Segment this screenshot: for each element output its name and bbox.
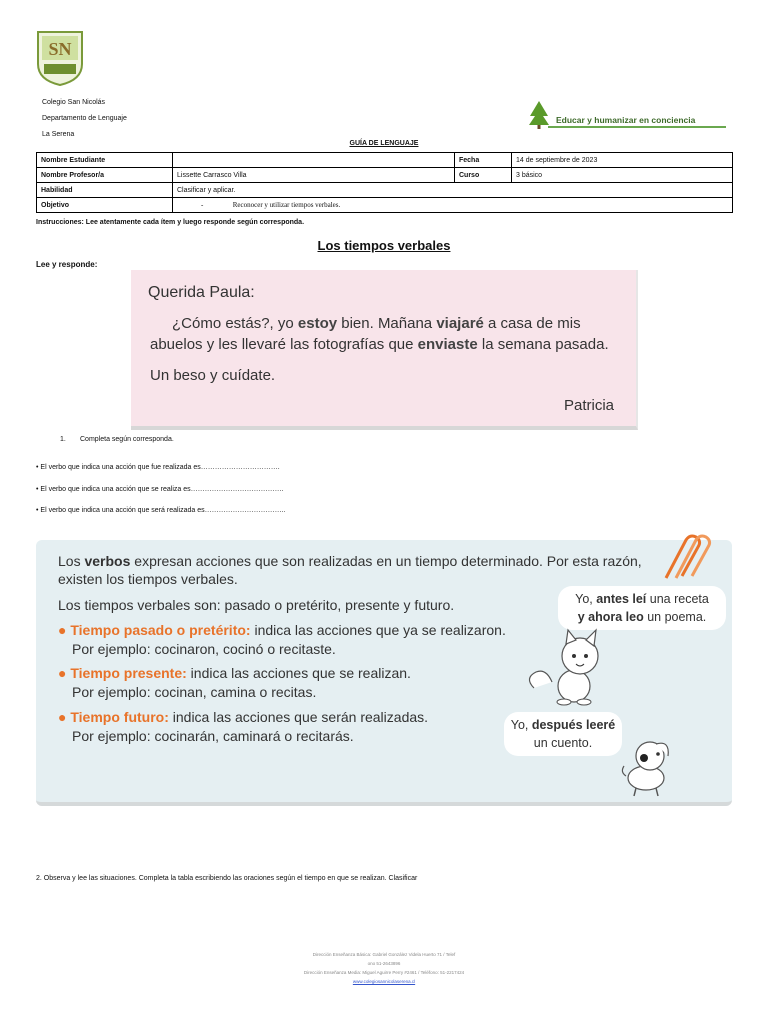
- tense-item: [58, 664, 411, 683]
- teacher-label: Nombre Profesor/a: [37, 168, 173, 183]
- letter-text: la semana pasada.: [477, 336, 609, 353]
- bubble-bold: después leeré: [531, 718, 616, 732]
- course-label: Curso: [455, 168, 512, 183]
- info-intro: [58, 552, 642, 571]
- objective-value: Reconocer y utilizar tiempos verbales.: [232, 201, 341, 209]
- letter-text: a casa de mis abuelos y les llevaré las fotografías que: [150, 315, 581, 353]
- skill-value: Clasificar y aplicar.: [173, 183, 733, 198]
- activity1-number: 1.: [60, 436, 66, 443]
- bubble-bold: y ahora leo: [577, 610, 644, 624]
- activity2-prompt: 2. Observa y lee las situaciones. Completa la tabla escribiendo las oraciones según el tiempo en que se realizan. Clasificar: [36, 875, 418, 882]
- verb-highlight: enviaste: [417, 336, 478, 353]
- student-label: Nombre Estudiante: [37, 153, 173, 168]
- tense-term: Tiempo futuro:: [70, 709, 169, 725]
- letter-text: ¿Cómo estás?, yo: [172, 315, 298, 332]
- table-row: [37, 198, 733, 213]
- paperclip-icon: [652, 532, 716, 587]
- bullet-icon: ●: [58, 665, 67, 681]
- letter-body: [150, 313, 620, 355]
- tense-desc: indica las acciones que ya se realizaron.: [250, 622, 506, 638]
- tense-example: Por ejemplo: cocinaron, cocinó o recitaste.: [72, 641, 336, 657]
- student-field[interactable]: [173, 153, 455, 168]
- dog-illustration-icon: [616, 736, 682, 805]
- skill-label: Habilidad: [37, 183, 173, 198]
- tense-term: Tiempo presente:: [70, 665, 187, 681]
- footer: [0, 950, 768, 986]
- section-title: Los tiempos verbales: [317, 238, 451, 253]
- bubble-text: un poema.: [643, 610, 707, 624]
- bullet-icon: ●: [58, 622, 67, 638]
- objective-label: Objetivo: [37, 198, 173, 213]
- letter-signature: Patricia: [564, 397, 615, 414]
- school-name: Colegio San Nicolás: [42, 99, 106, 106]
- info-types-line: Los tiempos verbales son: pasado o pretérito, presente y futuro.: [58, 597, 455, 613]
- info-bold: verbos: [84, 553, 131, 569]
- date-label: Fecha: [455, 153, 512, 168]
- tense-item: [58, 708, 428, 727]
- table-row: [37, 153, 733, 168]
- footer-line: ono 51-2643896: [367, 961, 401, 966]
- guide-title: GUÍA DE LENGUAJE: [349, 140, 419, 147]
- bubble-text: Yo,: [575, 592, 597, 606]
- logo-letters: SN: [48, 39, 72, 59]
- letter-greeting: Querida Paula:: [148, 284, 255, 301]
- footer-line: Dirección Enseñanza Media: Miguel Aguirre Perry #2461 / Teléfono: 51-2217424: [303, 970, 465, 975]
- bubble-text: una receta: [646, 592, 709, 606]
- course-value: 3 básico: [512, 168, 733, 183]
- tense-term: Tiempo pasado o pretérito:: [70, 622, 251, 638]
- objective-dash: -: [201, 201, 204, 209]
- letter-closing: Un beso y cuídate.: [150, 367, 276, 384]
- tense-desc: indica las acciones que se realizan.: [186, 665, 411, 681]
- info-table: [36, 152, 733, 213]
- answer-line[interactable]: • El verbo que indica una acción que se realiza es………………………………….: [36, 486, 284, 493]
- answer-line[interactable]: • El verbo que indica una acción que será realizada es……………………………..: [36, 507, 286, 514]
- bubble-text: un cuento.: [533, 736, 593, 750]
- verb-highlight: estoy: [297, 315, 338, 332]
- info-intro-line2: existen los tiempos verbales.: [58, 571, 238, 587]
- tense-item: [58, 621, 506, 640]
- footer-line: Dirección Enseñanza Básica: Gabriel González Videla Huerto 71 / Telef: [312, 952, 456, 957]
- info-text: expresan acciones que son realizadas en un tiempo determinado. Por esta razón,: [130, 553, 642, 569]
- read-label: Lee y responde:: [36, 260, 98, 269]
- instructions: Instrucciones: Lee atentamente cada ítem y luego responde según corresponda.: [36, 219, 305, 226]
- tense-example: Por ejemplo: cocinan, camina o recitas.: [72, 684, 317, 700]
- table-row: [37, 183, 733, 198]
- answer-line[interactable]: • El verbo que indica una acción que fue realizada es…………………………….: [36, 464, 280, 471]
- bullet-icon: ●: [58, 709, 67, 725]
- bubble-text: Yo,: [510, 718, 532, 732]
- objective-cell: [173, 198, 733, 213]
- school-logo: [36, 30, 84, 86]
- bubble-bold: antes leí: [596, 592, 647, 606]
- table-row: [37, 168, 733, 183]
- verb-highlight: viajaré: [436, 315, 484, 332]
- city-name: La Serena: [42, 131, 75, 138]
- cat-illustration-icon: [524, 628, 614, 713]
- letter-text: bien. Mañana: [337, 315, 437, 332]
- department-name: Departamento de Lenguaje: [42, 115, 127, 122]
- date-value: 14 de septiembre de 2023: [512, 153, 733, 168]
- speech-bubble: [558, 586, 726, 630]
- teacher-value: Lissette Carrasco Villa: [173, 168, 455, 183]
- school-info: [42, 95, 127, 143]
- tense-example: Por ejemplo: cocinarán, caminará o recitarás.: [72, 728, 354, 744]
- motto-text: Educar y humanizar en conciencia: [556, 115, 696, 125]
- website-link[interactable]: www.colegiosannicolaserena.cl: [352, 979, 416, 984]
- tense-desc: indica las acciones que serán realizadas.: [168, 709, 429, 725]
- activity1-prompt: Completa según corresponda.: [80, 436, 174, 443]
- info-text: Los: [58, 553, 85, 569]
- motto-underline: [548, 126, 726, 128]
- speech-bubble: [504, 712, 622, 756]
